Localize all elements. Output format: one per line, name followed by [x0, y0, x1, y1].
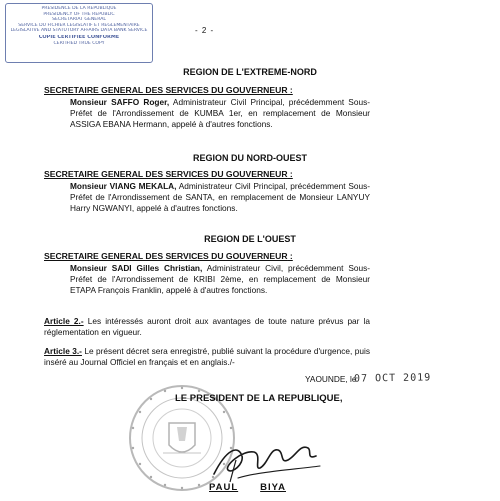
- place-label: YAOUNDE, le: [305, 374, 357, 384]
- page-number: - 2 -: [195, 26, 215, 35]
- appointment-text: Administrateur Civil, précédemment Sous-Préfet de l'Arrondissement de KRIBI 2ème, en remplacement de Monsieur ETAPA François Franklin, appelé à d'autres fonctions.: [70, 263, 370, 296]
- stamp-certified-en: CERTIFIED TRUE COPY: [53, 40, 105, 46]
- signatory-name: [209, 482, 286, 493]
- region-title-ouest: REGION DE L'OUEST: [204, 234, 296, 244]
- section-heading-text: SECRETAIRE GENERAL DES SERVICES DU GOUVERNEUR: [44, 85, 288, 95]
- signature-icon: [208, 430, 328, 490]
- article-text: Les intéressés auront droit aux avantages de toute nature prévus par la réglementation en vigueur.: [44, 316, 371, 337]
- region-title-nord-ouest: REGION DU NORD-OUEST: [192, 153, 307, 163]
- section-heading-text: SECRETAIRE GENERAL DES SERVICES DU GOUVERNEUR: [44, 169, 288, 179]
- appointment-text: Administrateur Civil Principal, précédemment Sous-Préfet de l'Arrondissement de KUMBA 1er, en remplacement de Monsieur ASSIGA EBANA Hermann, appelé à d'autres fonctions.: [70, 97, 370, 130]
- signatory-first-name: PAUL: [209, 482, 239, 493]
- section-heading: [44, 169, 293, 179]
- section-heading: [44, 85, 293, 95]
- article-3: [44, 346, 370, 367]
- section-heading-colon: :: [287, 169, 293, 179]
- section-heading-text: SECRETAIRE GENERAL DES SERVICES DU GOUVERNEUR: [44, 251, 288, 261]
- signatory-title: LE PRESIDENT DE LA REPUBLIQUE,: [175, 393, 343, 404]
- region-title-extreme-nord: REGION DE L'EXTREME-NORD: [183, 67, 317, 77]
- appointee-name: Monsieur SAFFO Roger,: [70, 97, 170, 107]
- stamp-line: SERVICE DU FICHIER LEGISLATIF ET REGLEMENTAIRE: [18, 22, 140, 28]
- stamp-line: PRESIDENCY OF THE REPUBLIC: [43, 11, 115, 17]
- certified-copy-stamp: [5, 3, 153, 63]
- appointment-text: Administrateur Civil Principal, précédemment Sous-Préfet de l'Arrondissement de SANTA, en remplacement de Monsieur LANYUY Harry NGWANYI, appelé à d'autres fonctions.: [70, 181, 370, 214]
- stamp-line: SECRETARIAT GENERAL: [52, 17, 106, 23]
- stamp-line: LEGISLATIVE AND STATUTORY AFFAIRS DATA BANK SERVICE: [10, 28, 148, 34]
- signatory-last-name: BIYA: [260, 482, 286, 493]
- article-label: Article 3.-: [44, 346, 82, 356]
- appointee-name: Monsieur SADI Gilles Christian,: [70, 263, 203, 273]
- appointment-paragraph: [70, 263, 370, 297]
- stamp-line: PRESIDENCE DE LA REPUBLIQUE: [41, 6, 117, 11]
- section-heading-colon: :: [287, 251, 293, 261]
- article-text: Le présent décret sera enregistré, publié suivant la procédure d'urgence, puis inséré au Journal Officiel en français et en anglais./-: [44, 346, 371, 367]
- section-heading-colon: :: [287, 85, 293, 95]
- date-stamp: 07 OCT 2019: [353, 372, 432, 385]
- section-heading: [44, 251, 293, 261]
- article-label: Article 2.-: [44, 316, 84, 326]
- article-2: [44, 316, 370, 337]
- stamp-certified-fr: COPIE CERTIFIEE CONFORME: [38, 34, 120, 40]
- appointment-paragraph: [70, 181, 370, 215]
- appointee-name: Monsieur VIANG MEKALA,: [70, 181, 177, 191]
- appointment-paragraph: [70, 97, 370, 131]
